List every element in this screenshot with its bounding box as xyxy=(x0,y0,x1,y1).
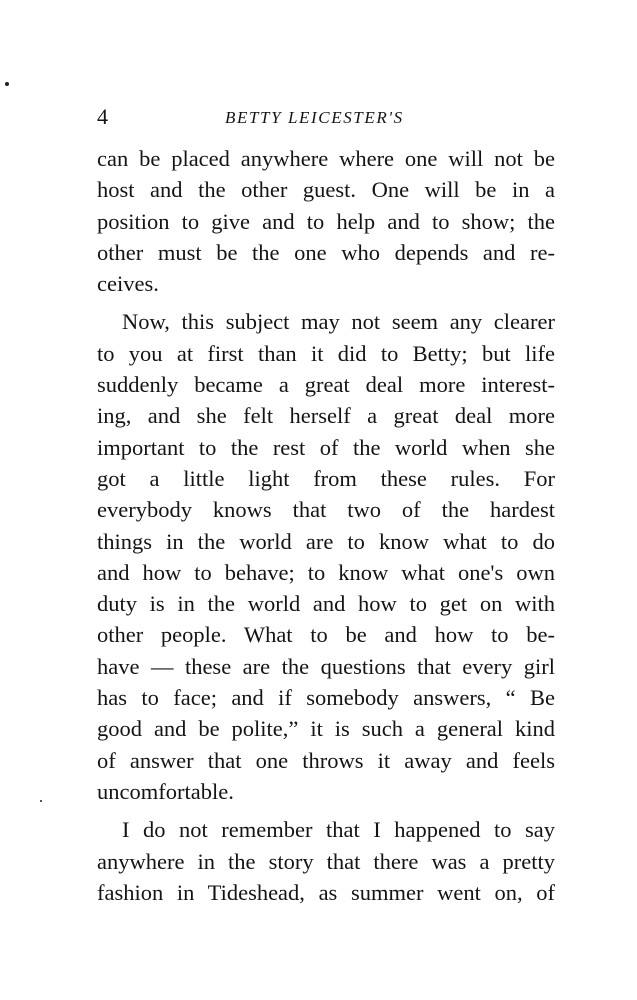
ink-speck xyxy=(40,800,42,802)
text-line: got a little light from these rules. For xyxy=(97,465,555,491)
paragraph xyxy=(97,143,555,299)
text-line: host and the other guest. One will be in a xyxy=(97,177,555,203)
text-line: of answer that one throws it away and feels xyxy=(97,747,555,773)
text-line: I do not remember that I happened to say xyxy=(122,817,555,843)
text-line: Now, this subject may not seem any clearer xyxy=(122,309,555,335)
text-line: other people. What to be and how to be- xyxy=(97,622,555,648)
text-line: ceives. xyxy=(97,271,159,297)
body-text xyxy=(97,143,555,908)
page-number: 4 xyxy=(97,104,108,129)
text-line: things in the world are to know what to do xyxy=(97,528,555,554)
text-line: and how to behave; to know what one's own xyxy=(97,559,555,585)
text-line: fashion in Tideshead, as summer went on, of xyxy=(97,879,555,905)
text-line: position to give and to help and to show; the xyxy=(97,208,555,234)
text-line: uncomfortable. xyxy=(97,778,234,804)
text-line: suddenly became a great deal more interest- xyxy=(97,372,555,398)
text-line: have — these are the questions that every girl xyxy=(97,653,555,679)
paragraph xyxy=(97,306,555,807)
text-line: good and be polite,” it is such a general kind xyxy=(97,716,555,742)
text-line: everybody knows that two of the hardest xyxy=(97,497,555,523)
running-head xyxy=(97,103,555,131)
text-line: other must be the one who depends and re- xyxy=(97,239,555,265)
text-line: to you at first than it did to Betty; but life xyxy=(97,340,555,366)
paragraph xyxy=(97,814,555,908)
text-line: ing, and she felt herself a great deal more xyxy=(97,403,555,429)
text-line: important to the rest of the world when she xyxy=(97,434,555,460)
text-line: has to face; and if somebody answers, “ Be xyxy=(97,685,555,711)
ink-speck xyxy=(5,82,9,86)
running-title: BETTY LEICESTER'S xyxy=(225,108,404,127)
text-line: anywhere in the story that there was a pretty xyxy=(97,848,555,874)
text-line: can be placed anywhere where one will not be xyxy=(97,146,555,171)
text-line: duty is in the world and how to get on with xyxy=(97,591,555,617)
